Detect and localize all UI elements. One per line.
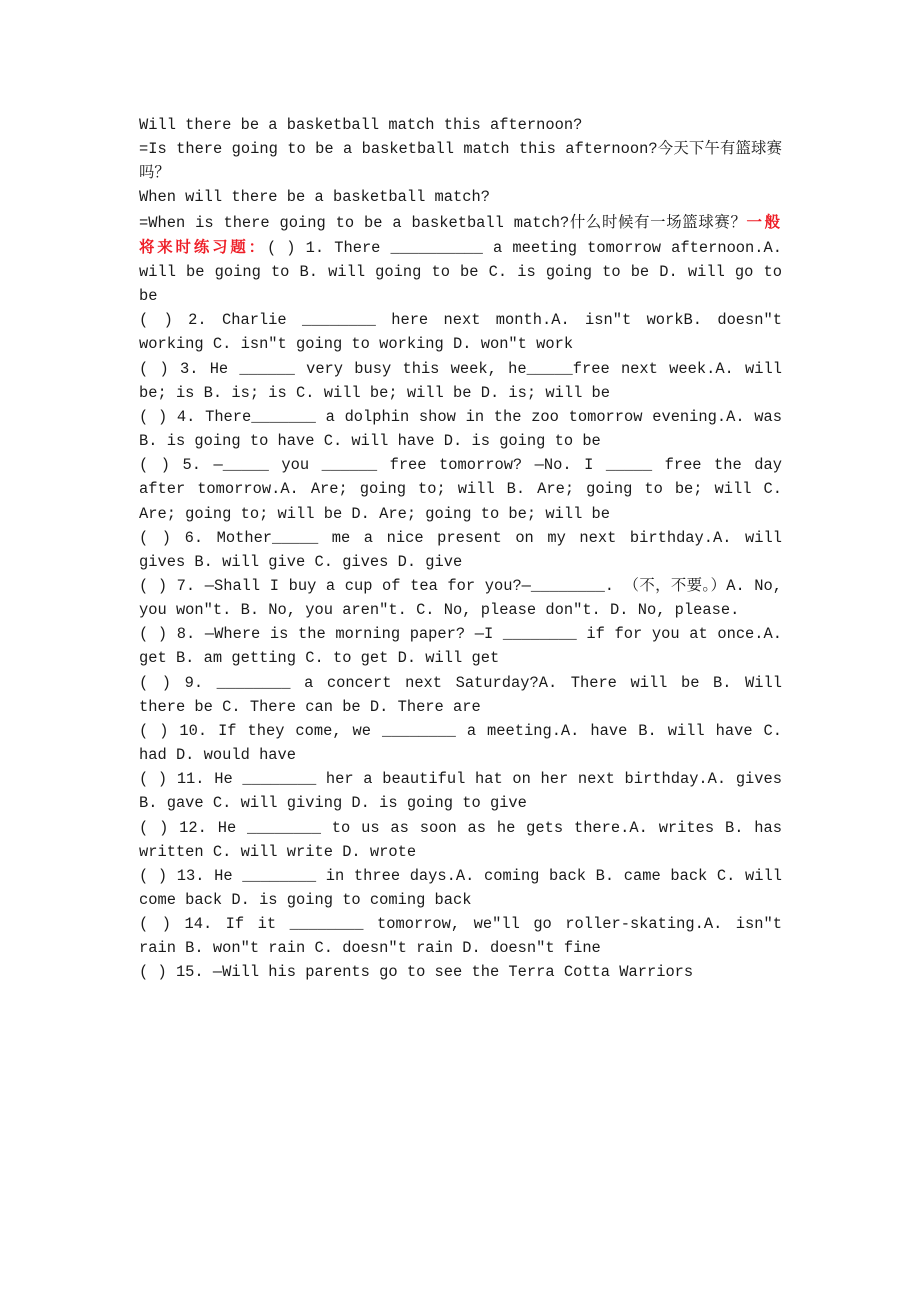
question-9: ( ) 9. ________ a concert next Saturday?A. There will be B. Will there be C. There can be D. There are bbox=[139, 673, 782, 716]
document-page bbox=[139, 113, 782, 985]
exercise-heading: 一般将来时练习题： bbox=[139, 212, 782, 256]
question-2: ( ) 2. Charlie ________ here next month.A. isn″t workB. doesn″t working C. isn″t going to working D. won″t work bbox=[139, 311, 782, 354]
question-14: ( ) 14. If it ________ tomorrow, we″ll go roller-skating.A. isn″t rain B. won″t rain C. doesn″t rain D. doesn″t fine bbox=[139, 915, 782, 958]
question-6: ( ) 6. Mother_____ me a nice present on my next birthday.A. will gives B. will give C. gives D. give bbox=[139, 528, 782, 571]
question-8: ( ) 8. —Where is the morning paper? —I ________ if for you at once.A. get B. am getting C. to get D. will get bbox=[139, 625, 782, 668]
intro-line-2: =Is there going to be a basketball match this afternoon?今天下午有篮球赛吗？ bbox=[139, 140, 782, 183]
intro-line-4: =When is there going to be a basketball match?什么时候有一场篮球赛？ bbox=[139, 213, 747, 232]
question-1: ( ) 1. There __________ a meeting tomorrow afternoon.A. will be going to B. will going to be C. is going to be D. will go to be bbox=[139, 238, 782, 306]
question-13: ( ) 13. He ________ in three days.A. coming back B. came back C. will come back D. is going to coming back bbox=[139, 866, 782, 909]
question-11: ( ) 11. He ________ her a beautiful hat on her next birthday.A. gives B. gave C. will giving D. is going to give bbox=[139, 770, 782, 813]
intro-line-3: When will there be a basketball match? bbox=[139, 188, 490, 207]
question-7: ( ) 7. —Shall I buy a cup of tea for you?—________. （不，不要。）A. No, you won″t. B. No, you aren″t. C. No, please don″t. D. No, please. bbox=[139, 576, 782, 620]
question-12: ( ) 12. He ________ to us as soon as he gets there.A. writes B. has written C. will write D. wrote bbox=[139, 818, 782, 861]
question-10: ( ) 10. If they come, we ________ a meeting.A. have B. will have C. had D. would have bbox=[139, 721, 782, 765]
question-15: ( ) 15. —Will his parents go to see the Terra Cotta Warriors bbox=[139, 963, 694, 982]
question-3: ( ) 3. He ______ very busy this week, he_____free next week.A. will be; is B. is; is C. will be; will be D. is; will be bbox=[139, 359, 782, 402]
intro-line-1: Will there be a basketball match this afternoon? bbox=[139, 116, 583, 134]
question-4: ( ) 4. There_______ a dolphin show in the zoo tomorrow evening.A. was B. is going to have C. will have D. is going to be bbox=[139, 407, 782, 451]
question-5: ( ) 5. —_____ you ______ free tomorrow? —No. I _____ free the day after tomorrow.A. Are; going to; will B. Are; going to be; will C. Are; going to; will be D. Are; going to be; will be bbox=[139, 456, 782, 523]
intro-line-4-with-heading bbox=[139, 210, 782, 309]
